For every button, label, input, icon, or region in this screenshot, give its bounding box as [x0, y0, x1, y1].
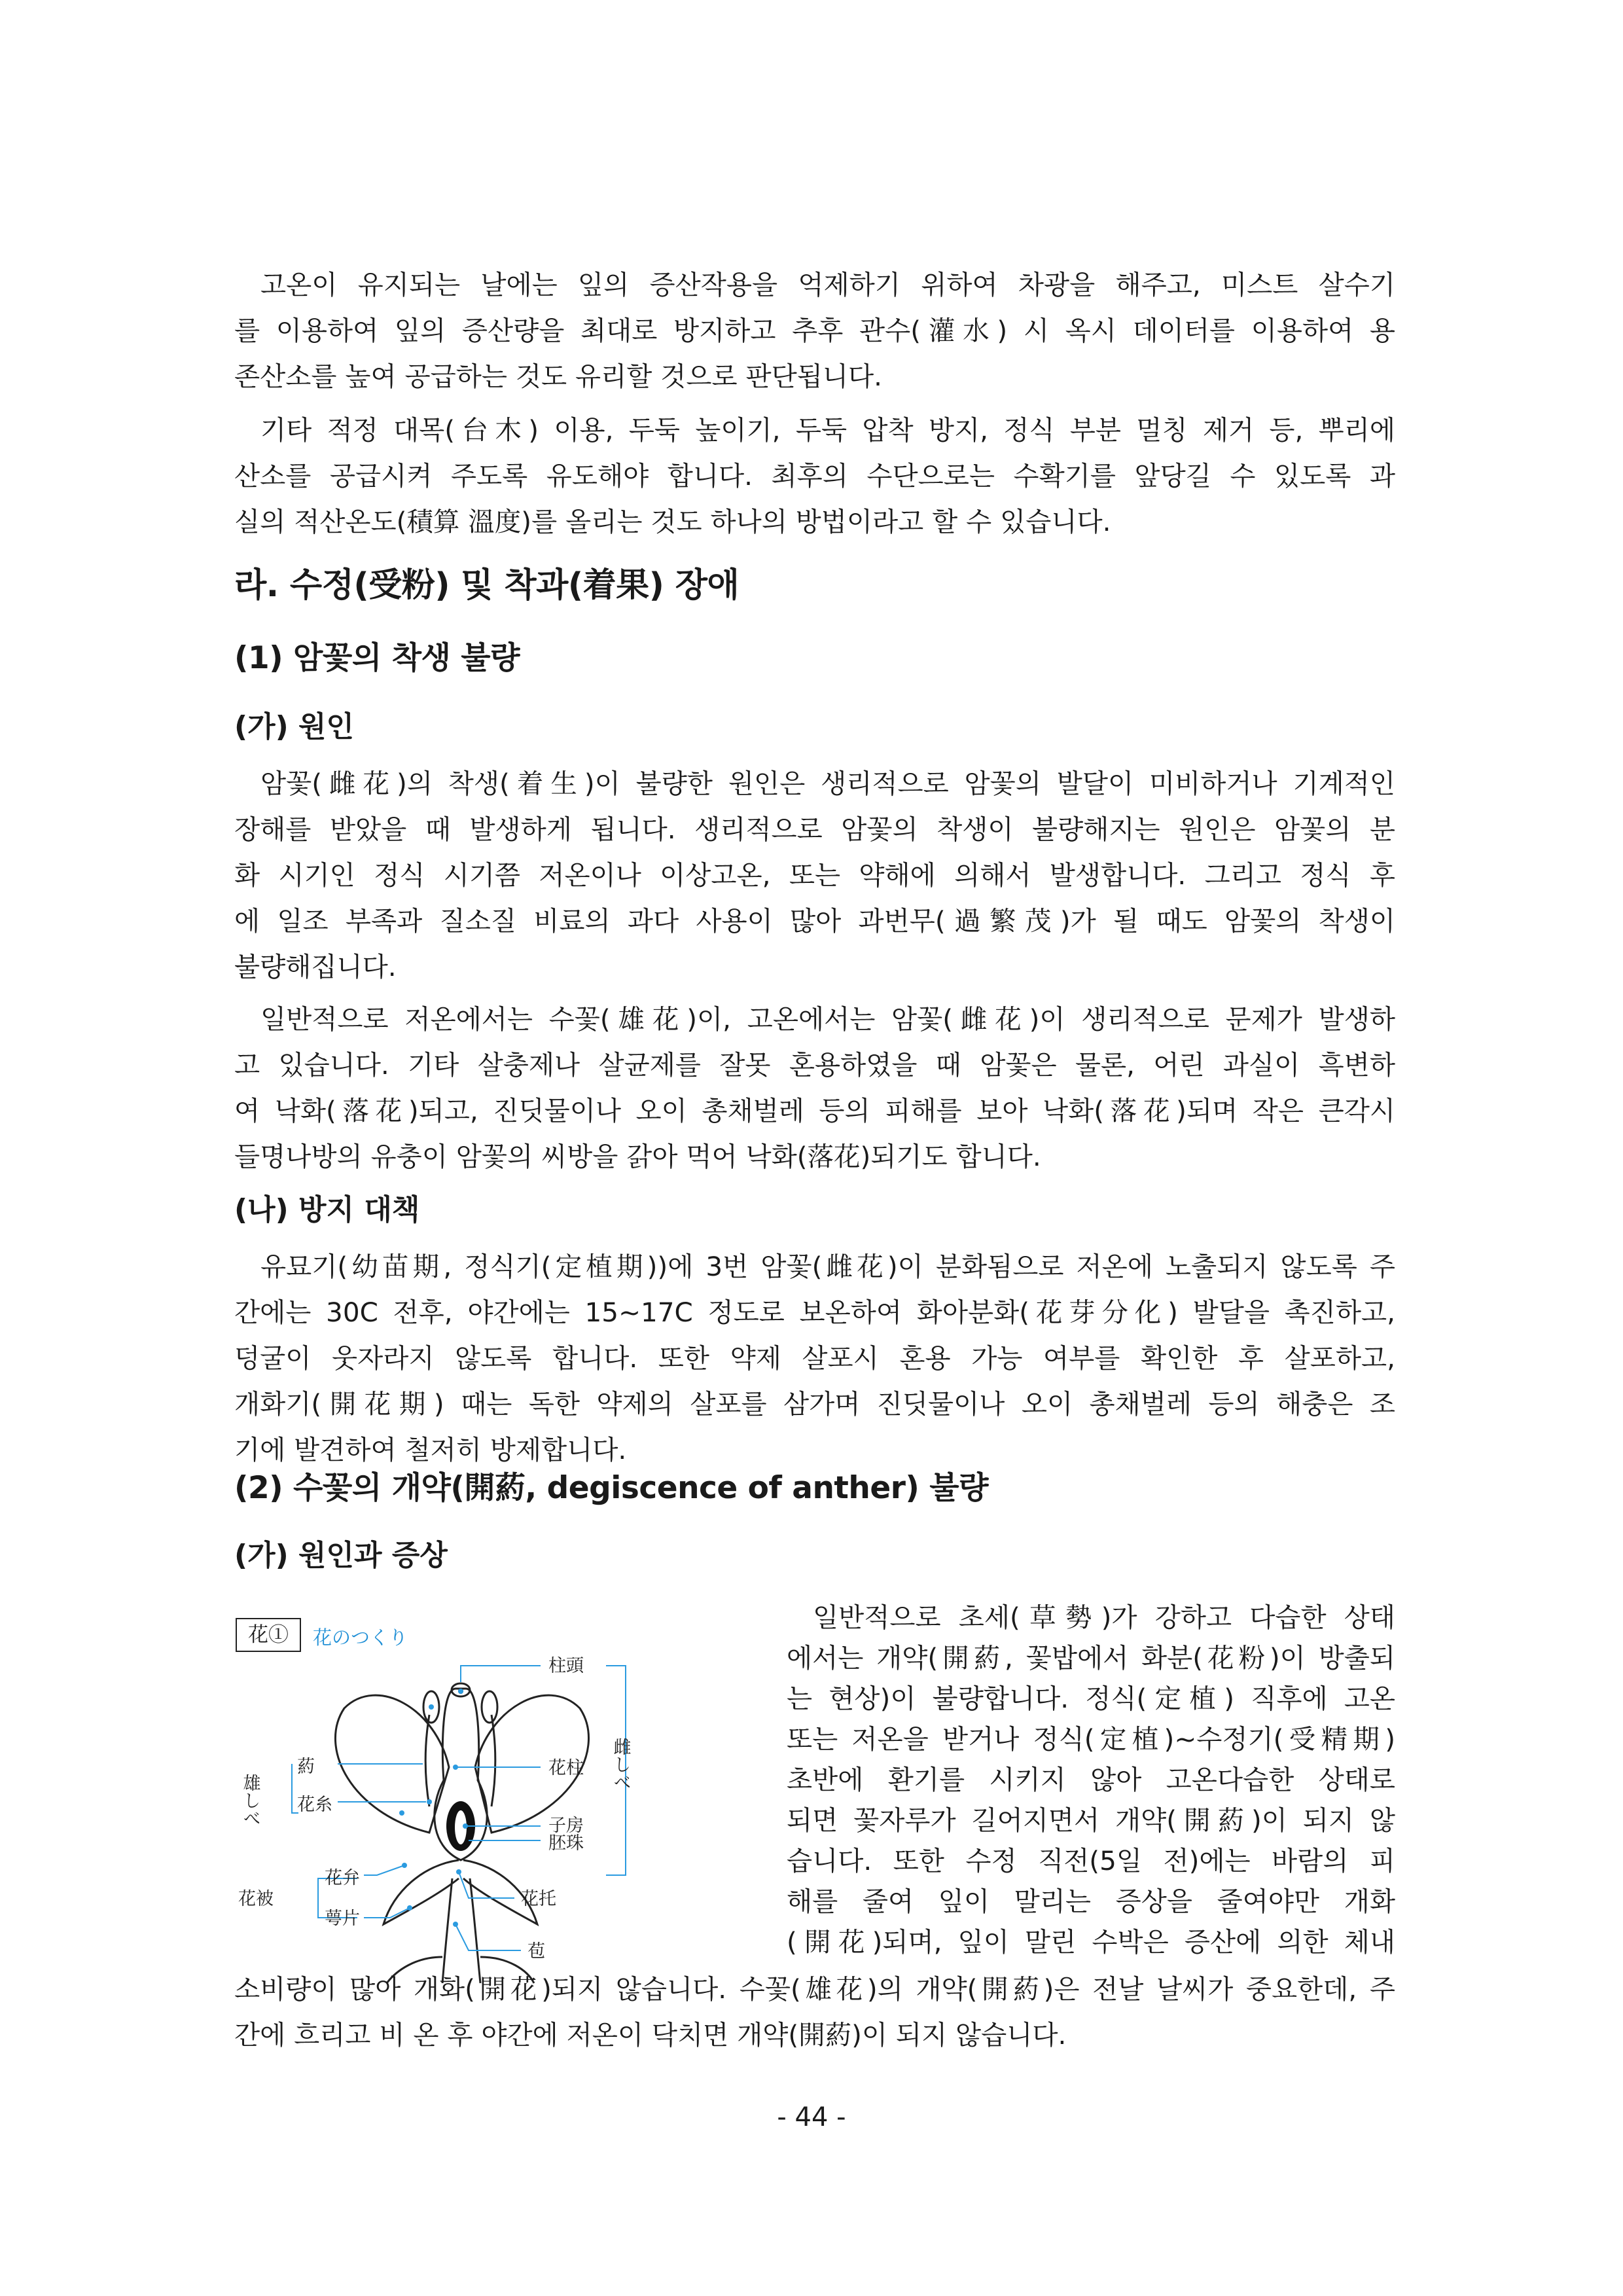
paragraph-line: 암꽃(雌花)의 착생(着生)이 불량한 원인은 생리적으로 암꽃의 발달이 미비하거나 기계적인	[260, 768, 1395, 799]
paragraph-line: 존산소를 높여 공급하는 것도 유리할 것으로 판단됩니다.	[234, 361, 882, 392]
paragraph-line: 해를 줄여 잎이 말리는 증상을 줄여야만 개화	[787, 1886, 1395, 1917]
paragraph-line: 에서는 개약(開葯, 꽃밥에서 화분(花粉)이 방출되	[787, 1642, 1395, 1674]
subheading-cause-symptom: (가) 원인과 증상	[234, 1539, 448, 1572]
paragraph-line: 여 낙화(落花)되고, 진딧물이나 오이 총채벌레 등의 피해를 보아 낙화(落花)되며 작은 큰각시	[234, 1095, 1395, 1126]
subsection-heading-1: (1) 암꽃의 착생 불량	[234, 640, 520, 676]
paragraph-line: 를 이용하여 잎의 증산량을 최대로 방지하고 추후 관수(灌水) 시 옥시 데이터를 이용하여 용	[234, 315, 1395, 346]
page-number: - 44 -	[777, 2102, 846, 2132]
label-receptacle: 花托	[521, 1889, 556, 1909]
flower-structure-figure	[233, 1617, 770, 2016]
figure-number-box: 花①	[236, 1618, 301, 1652]
paragraph-4	[234, 996, 1395, 1179]
label-ovule: 胚珠	[548, 1833, 584, 1854]
label-stigma: 柱頭	[548, 1656, 584, 1676]
flower-diagram	[233, 1617, 770, 2016]
label-ovary: 子房	[548, 1816, 584, 1836]
label-sepal: 萼片	[325, 1909, 360, 1929]
paragraph-line: 소비량이 많아 개화(開花)되지 않습니다. 수꽃(雄花)의 개약(開葯)은 전날 날씨가 중요한데, 주	[234, 1973, 1395, 2005]
paragraph-line: 간에는 30C 전후, 야간에는 15~17C 정도로 보온하여 화아분화(花芽分化) 발달을 촉진하고,	[234, 1297, 1395, 1328]
paragraph-line: 들명나방의 유충이 암꽃의 씨방을 갉아 먹어 낙화(落花)되기도 합니다.	[234, 1141, 1041, 1172]
label-pistil: 雌しべ	[610, 1738, 631, 1791]
paragraph-line: 기에 발견하여 철저히 방제합니다.	[234, 1434, 627, 1465]
paragraph-line: 유묘기(幼苗期, 정식기(定植期))에 3번 암꽃(雌花)이 분화됨으로 저온에 노출되지 않도록 주	[260, 1251, 1395, 1282]
paragraph-line: 화 시기인 정식 시기쯤 저온이나 이상고온, 또는 약해에 의해서 발생합니다. 그리고 정식 후	[234, 859, 1395, 891]
label-perianth: 花被	[238, 1889, 274, 1909]
label-petal: 花弁	[325, 1868, 360, 1888]
section-heading-la: 라. 수정(受粉) 및 착과(着果) 장애	[234, 566, 740, 605]
label-bract: 苞	[527, 1941, 545, 1962]
label-filament: 花糸	[297, 1795, 332, 1815]
paragraph-line: (開花)되며, 잎이 말린 수박은 증산에 의한 체내	[787, 1926, 1395, 1958]
paragraph-line: 실의 적산온도(積算 溫度)를 올리는 것도 하나의 방법이라고 할 수 있습니다.	[234, 506, 1111, 537]
label-style: 花柱	[548, 1758, 584, 1778]
paragraph-line: 개화기(開花期) 때는 독한 약제의 살포를 삼가며 진딧물이나 오이 총채벌레 등의 해충은 조	[234, 1388, 1395, 1420]
paragraph-2	[234, 407, 1395, 545]
paragraph-line: 일반적으로 초세(草勢)가 강하고 다습한 상태	[813, 1602, 1395, 1633]
paragraph-line: 되면 꽃자루가 길어지면서 개약(開葯)이 되지 않	[787, 1804, 1395, 1836]
subsection-heading-2: (2) 수꽃의 개약(開葯, degiscence of anther) 불량	[234, 1470, 989, 1506]
paragraph-line: 고온이 유지되는 날에는 잎의 증산작용을 억제하기 위하여 차광을 해주고, 미스트 살수기	[260, 269, 1395, 300]
label-stamen: 雄しべ	[240, 1774, 260, 1827]
paragraph-line: 장해를 받았을 때 발생하게 됩니다. 생리적으로 암꽃의 착생이 불량해지는 원인은 암꽃의 분	[234, 814, 1395, 845]
paragraph-line: 덩굴이 웃자라지 않도록 합니다. 또한 약제 살포시 혼용 가능 여부를 확인한 후 살포하고,	[234, 1342, 1395, 1374]
paragraph-6-continued	[234, 1966, 1395, 2058]
paragraph-line: 에 일조 부족과 질소질 비료의 과다 사용이 많아 과번무(過繁茂)가 될 때도 암꽃의 착생이	[234, 905, 1395, 937]
subheading-cause: (가) 원인	[234, 710, 355, 744]
paragraph-6-wrapped	[787, 1597, 1395, 1962]
paragraph-line: 는 현상)이 불량합니다. 정식(定植) 직후에 고온	[787, 1683, 1395, 1714]
paragraph-1	[234, 262, 1395, 399]
figure-title: 花のつくり	[313, 1626, 408, 1649]
right-anther	[482, 1691, 497, 1723]
subheading-prevention: (나) 방지 대책	[234, 1193, 420, 1227]
paragraph-line: 고 있습니다. 기타 살충제나 살균제를 잘못 혼용하였을 때 암꽃은 물론, 어린 과실이 흑변하	[234, 1049, 1395, 1081]
paragraph-line: 간에 흐리고 비 온 후 야간에 저온이 닥치면 개약(開葯)이 되지 않습니다.	[234, 2019, 1067, 2051]
paragraph-line: 산소를 공급시켜 주도록 유도해야 합니다. 최후의 수단으로는 수확기를 앞당길 수 있도록 과	[234, 460, 1395, 492]
paragraph-line: 기타 적정 대목(台木) 이용, 두둑 높이기, 두둑 압착 방지, 정식 부분 멀칭 제거 등, 뿌리에	[260, 414, 1395, 446]
paragraph-5	[234, 1244, 1395, 1473]
paragraph-line: 또는 저온을 받거나 정식(定植)~수정기(受精期)	[787, 1723, 1395, 1755]
paragraph-line: 초반에 환기를 시키지 않아 고온다습한 상태로	[787, 1764, 1395, 1795]
paragraph-line: 일반적으로 저온에서는 수꽃(雄花)이, 고온에서는 암꽃(雌花)이 생리적으로 문제가 발생하	[260, 1003, 1395, 1035]
label-anther: 葯	[297, 1757, 315, 1777]
paragraph-3	[234, 761, 1395, 990]
paragraph-line: 불량해집니다.	[234, 951, 397, 982]
paragraph-line: 습니다. 또한 수정 직전(5일 전)에는 바람의 피	[787, 1845, 1395, 1876]
